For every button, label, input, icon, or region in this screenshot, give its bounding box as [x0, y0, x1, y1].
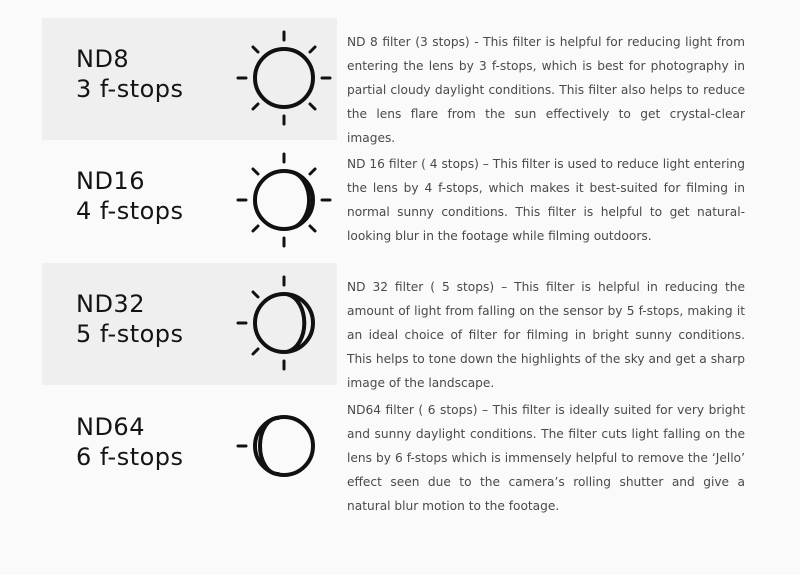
filter-label-panel: [42, 386, 337, 508]
filter-description: ND64 filter ( 6 stops) – This filter is ideally suited for very bright and sunny daylight conditions. The filter cuts light falling on the lens by 6 f-stops which is immensely helpful to remove the ‘Jello’ effect seen due to the camera’s rolling shutter and give a natural blur motion to the footage.: [347, 403, 745, 513]
filter-label-panel: [42, 263, 337, 385]
filter-description: ND 32 filter ( 5 stops) – This filter is helpful in reducing the amount of light from falling on the sensor by 5 f-stops, making it an ideal choice of filter for filming in bright sunny conditions. This helps to tone down the highlights of the sky and get a sharp image of the landscape.: [347, 280, 745, 390]
filter-name: ND32: [76, 290, 145, 318]
filter-stops: 4 f-stops: [76, 197, 184, 225]
filter-description: ND 16 filter ( 4 stops) – This filter is used to reduce light entering the lens by 4 f-stops, which makes it best-suited for filming in normal sunny conditions. This filter is helpful to get natural-looking blur in the footage while filming outdoors.: [347, 157, 745, 243]
sun-half-shade-icon: [236, 275, 332, 371]
filter-row-nd64: [42, 386, 757, 513]
sun-icon: [236, 30, 332, 126]
filter-name: ND8: [76, 45, 130, 73]
filter-label-panel: [42, 18, 337, 140]
filter-label-panel: [42, 140, 337, 262]
filter-row-nd8: [42, 18, 757, 145]
filter-name: ND64: [76, 413, 145, 441]
sun-partial-shade-icon: [236, 152, 332, 248]
filter-name: ND16: [76, 167, 145, 195]
filter-row-nd32: [42, 263, 757, 390]
crescent-sun-icon: [236, 398, 332, 494]
filter-stops: 6 f-stops: [76, 443, 184, 471]
filter-description: ND 8 filter (3 stops) - This filter is helpful for reducing light from entering the lens by 3 f-stops, which is best for photography in partial cloudy daylight conditions. This filter also helps to reduce the lens flare from the sun effectively to get crystal-clear images.: [347, 35, 745, 145]
filter-stops: 3 f-stops: [76, 75, 184, 103]
filter-stops: 5 f-stops: [76, 320, 184, 348]
filter-row-nd16: [42, 140, 757, 262]
